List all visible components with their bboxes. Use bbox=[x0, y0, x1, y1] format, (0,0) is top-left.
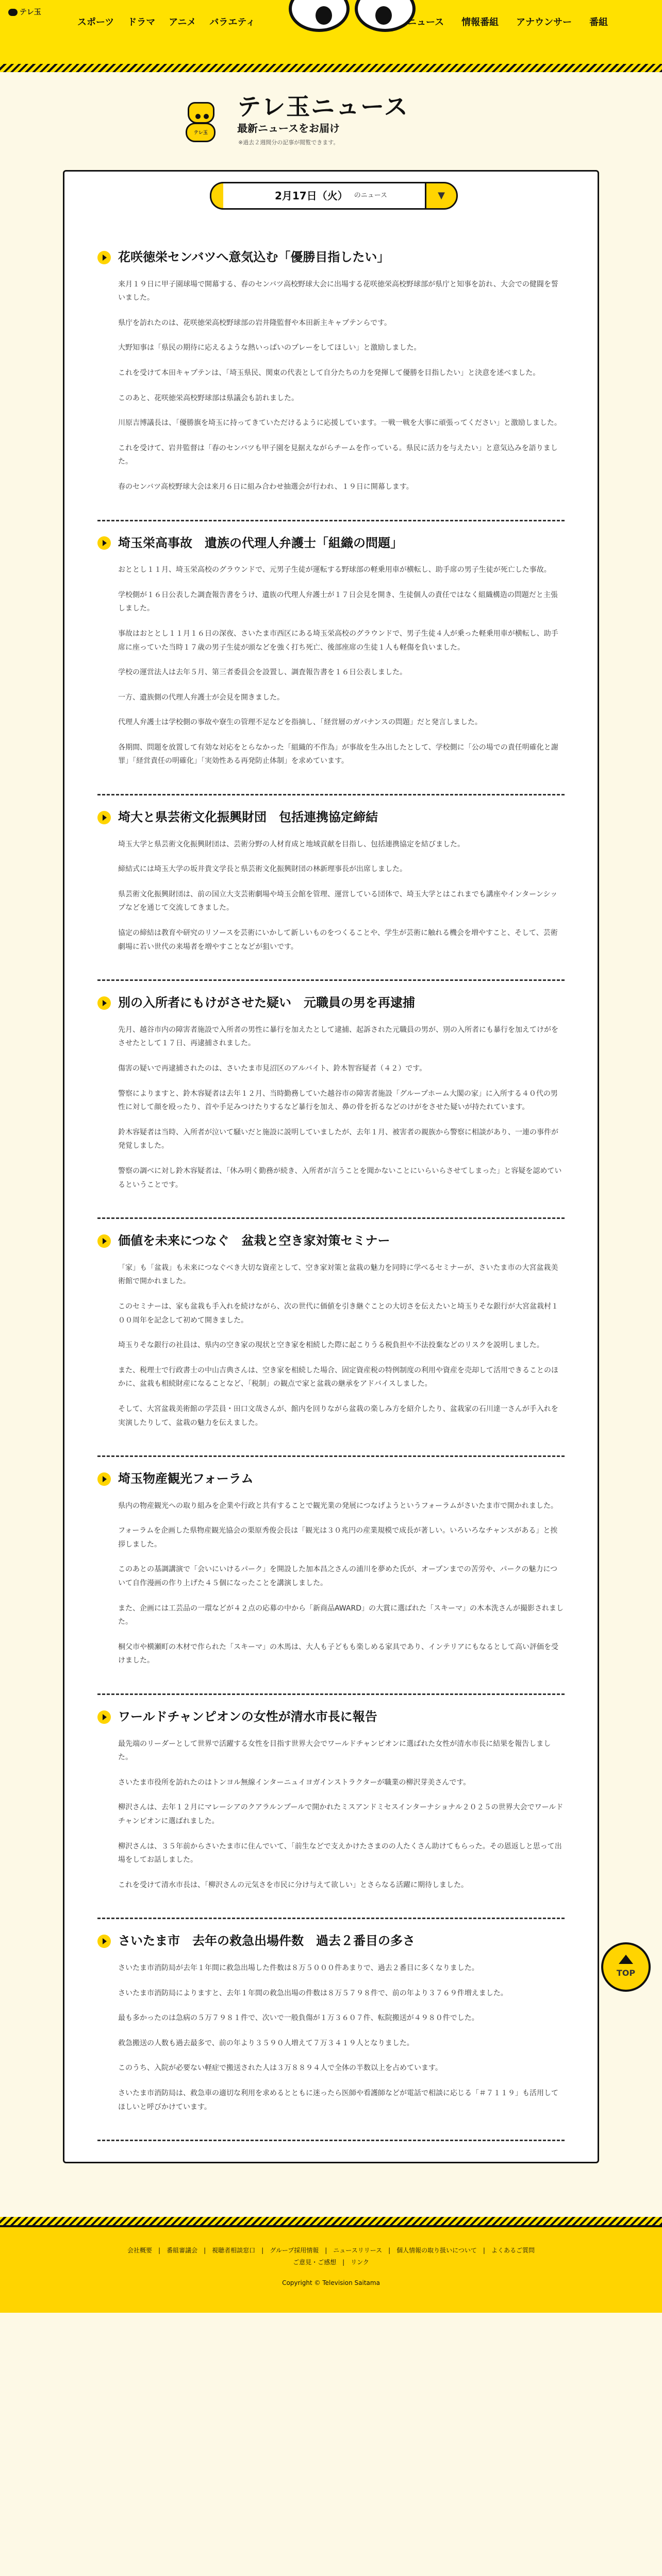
article-paragraph: 県芸術文化振興財団は、前の国立大支芸術劇場や埼玉会館を管理、運営している団体で、埼玉大学とはこれまでも講座やインターンシップなどを通じて交流してきました。 bbox=[118, 890, 558, 912]
article-paragraph: また、企画には工芸品の一環などが４２点の応募の中から「新商品AWARD」の大賞に選ばれた「スキーマ」の木本洗さんが撮影されました。 bbox=[118, 1604, 564, 1626]
news-article bbox=[97, 521, 565, 796]
nav-item-info[interactable]: 情報番組 bbox=[461, 17, 499, 28]
footer-link[interactable]: よくあるご質問 bbox=[491, 2247, 535, 2255]
footer-links bbox=[0, 2245, 662, 2268]
article-title[interactable] bbox=[97, 1933, 565, 1950]
nav-item-anime[interactable]: アニメ bbox=[169, 17, 196, 28]
article-title-text: 価値を未来につなぐ 盆栽と空き家対策セミナー bbox=[118, 1233, 390, 1248]
footer-link[interactable]: 番組審議会 bbox=[167, 2247, 198, 2255]
article-paragraph: 大野知事は「県民の期待に応えるような熱いっぱいのプレーをしてほしい」と激励しました。 bbox=[118, 344, 421, 352]
article-paragraph: これを受けて清水市長は、「柳沢さんの元気さを市民に分け与えて欲しい」とさらなる活躍に期待しました。 bbox=[118, 1880, 468, 1889]
footer-separator: | bbox=[158, 2247, 161, 2255]
date-label: 2月17日（火） bbox=[274, 190, 348, 202]
logo-text: テレ玉 bbox=[20, 8, 41, 16]
nav-item-news[interactable]: ニュース bbox=[407, 17, 444, 28]
news-article bbox=[97, 1219, 565, 1457]
arrow-bullet-icon bbox=[97, 1472, 111, 1486]
mascot-eyes bbox=[289, 0, 418, 32]
footer-link[interactable]: 個人情報の取り扱いについて bbox=[396, 2247, 477, 2255]
article-paragraph: このうち、入院が必要ない軽症で搬送された人は３万８８９４人で全体の半数以上を占めています。 bbox=[118, 2064, 442, 2073]
article-paragraph: 川原吉博議長は、「優勝旗を埼玉に持ってきていただけるように応援しています。一戦一戦を大事に頑張ってください」と激励しました。 bbox=[118, 419, 561, 428]
article-title[interactable] bbox=[97, 249, 565, 266]
footer-stripe bbox=[0, 2217, 662, 2225]
main-nav-right bbox=[407, 14, 608, 31]
footer-separator: | bbox=[204, 2247, 206, 2255]
article-paragraph: 柳沢さんは、３５年前からさいたま市に住んでいて、「前生などで支えかけたさまのの人たくさん助けてもらった。その恩返しと思って出場をしてお話しました。 bbox=[118, 1842, 562, 1865]
date-dropdown-icon[interactable]: ▼ bbox=[425, 182, 458, 210]
article-paragraph: 鈴木容疑者は当時、入所者が泣いて騒いだと施設に説明していましたが、去年１月、被害者の親族から警察に相談があり、一連の事件が発覚しました。 bbox=[118, 1128, 558, 1150]
arrow-bullet-icon bbox=[97, 1234, 111, 1248]
article-paragraph: そして、大宮盆栽美術館の学芸員・田口文哉さんが、館内を回りながら盆栽の楽しみ方を紹介したり、盆栽家の石川達一さんが手入れを実演したりして、盆栽の魅力を伝えました。 bbox=[118, 1404, 558, 1427]
article-paragraph: フォーラムを企画した県物産観光協会の栗原秀俊会長は「観光は３０兆円の産業規模で成長が著しい。いろいろなチャンスがある」と挨拶しました。 bbox=[118, 1527, 558, 1549]
footer-separator: | bbox=[342, 2258, 345, 2266]
footer-separator: | bbox=[325, 2247, 327, 2255]
article-paragraph: さいたま市役所を訪れたのはトンヨル無線インターニュイヨガインストラクターが職業の柳沢芽美さんです。 bbox=[118, 1778, 471, 1787]
article-paragraph: 「家」も「盆栽」も未来につなぐべき大切な資産として、空き家対策と盆栽の魅力を同時に学べるセミナーが、さいたま市の大宮盆栽美術館で開かれました。 bbox=[118, 1263, 558, 1286]
article-paragraph: 警察の調べに対し鈴木容疑者は、「休み明く勤務が続き、入所者が言うことを聞かないことにいらいらさせてしまった」と容疑を認めているということです。 bbox=[118, 1166, 562, 1189]
article-title[interactable] bbox=[97, 1232, 565, 1250]
article-title[interactable] bbox=[97, 1470, 565, 1488]
mascot-icon bbox=[184, 99, 218, 145]
article-paragraph: また、税理士で行政書士の中山吉典さんは、空き家を相続した場合、固定資産税の特例制度の利用や資産を売却して活用できることのほかに、盆栽も相続財産になることなど、「税制」の観点で家と盆栽の継承をアドバイスしました。 bbox=[118, 1366, 558, 1388]
footer-separator: | bbox=[483, 2247, 485, 2255]
page-note: ※過去２週間分の記事が閲覧できます。 bbox=[238, 139, 339, 146]
news-article bbox=[97, 981, 565, 1219]
news-article bbox=[97, 1695, 565, 1919]
article-title-text: 花咲徳栄センバツへ意気込む「優勝目指したい」 bbox=[118, 250, 390, 264]
footer-link[interactable]: ご意見・ご感想 bbox=[293, 2258, 337, 2266]
arrow-bullet-icon bbox=[97, 251, 111, 264]
nav-item-programs[interactable]: 番組 bbox=[589, 17, 608, 28]
article-paragraph: 一方、遺族側の代理人弁護士が会見を開きました。 bbox=[118, 693, 284, 702]
article-title[interactable] bbox=[97, 994, 565, 1012]
nav-item-announcer[interactable]: アナウンサー bbox=[516, 17, 572, 28]
logo-mark-icon bbox=[8, 9, 18, 16]
article-paragraph: このあと、花咲徳栄高校野球部は県議会も訪れました。 bbox=[118, 394, 299, 402]
article-title-text: 埼大と県芸術文化振興財団 包括連携協定締結 bbox=[118, 810, 378, 825]
left-eye-icon bbox=[289, 0, 350, 32]
article-paragraph: 事故はおととし１１月１６日の深夜、さいたま市西区にある埼玉栄高校のグラウンドで、男子生徒４人が乗った軽乗用車が横転し、助手席に座っていた当時１７歳の男子生徒が頭などを強く打ち死亡、後部座席の生徒１人も軽傷を負いました。 bbox=[118, 629, 558, 652]
footer-link[interactable]: リンク bbox=[351, 2258, 369, 2266]
page-subtitle: 最新ニュースをお届け bbox=[237, 122, 340, 135]
article-title-text: 埼玉物産観光フォーラム bbox=[118, 1471, 254, 1486]
nav-item-sports[interactable]: スポーツ bbox=[77, 17, 114, 28]
article-paragraph: このセミナーは、家も盆栽も手入れを続けながら、次の世代に価値を引き継ぐことの大切さを伝えたいと埼玉りそな銀行が大宮盆栽村１００周年を記念して初めて開きました。 bbox=[118, 1302, 558, 1325]
right-eye-icon bbox=[355, 0, 416, 32]
article-paragraph: 最も多かったのは急病の５万７９８１件で、次いで一般負傷が１万３６０７件、転院搬送が４９８０件でした。 bbox=[118, 2014, 479, 2023]
news-content bbox=[63, 170, 599, 2163]
main-nav-left bbox=[77, 14, 255, 31]
nav-item-drama[interactable]: ドラマ bbox=[127, 17, 156, 28]
article-paragraph: 先月、越谷市内の障害者施設で入所者の男性に暴行を加えたとして逮捕、起訴された元職員の男が、別の入所者にも暴行を加えてけがをさせたとして１７日、再逮捕されました。 bbox=[118, 1025, 558, 1048]
article-paragraph: 県内の物産観光への取り組みを企業や行政と共有することで観光業の発展につなげようというフォーラムがさいたま市で開かれました。 bbox=[118, 1501, 558, 1510]
article-paragraph: 春のセンバツ高校野球大会は来月６日に組み合わせ抽選会が行われ、１９日に開幕します。 bbox=[118, 482, 413, 491]
article-paragraph: さいたま市消防局は、救急車の適切な利用を求めるとともに迷ったら医師や看護師などが電話で相談に応じる「＃７１１９」も活用してほしいと呼びかけています。 bbox=[118, 2089, 558, 2111]
site-logo[interactable] bbox=[8, 6, 41, 19]
news-article bbox=[97, 1919, 565, 2141]
news-article bbox=[97, 1457, 565, 1695]
date-selector[interactable] bbox=[210, 182, 452, 210]
article-paragraph: 来月１９日に甲子園球場で開幕する、春のセンバツ高校野球大会に出場する花咲徳栄高校野球部が県庁と知事を訪れ、大会での健闘を誓いました。 bbox=[118, 280, 558, 302]
article-paragraph: 埼玉大学と県芸術文化振興財団は、芸術分野の人材育成と地域貢献を目指し、包括連携協定を結びました。 bbox=[118, 840, 465, 849]
article-paragraph: これを受けて本田キャプテンは、「埼玉県民、関東の代表として自分たちの力を発揮して優勝を目指したい」と決意を述べました。 bbox=[118, 368, 540, 377]
arrow-bullet-icon bbox=[97, 1710, 111, 1724]
article-paragraph: 埼玉りそな銀行の社員は、県内の空き家の現状と空き家を相続した際に起こりうる税負担や不法投棄などのリスクを説明しました。 bbox=[118, 1341, 544, 1350]
page-title-section bbox=[0, 72, 662, 170]
article-paragraph: 柳沢さんは、去年１２月にマレーシアのクアラルンプールで開かれたミスアンドミセスインターナショナル２０２５の世界大会でワールドチャンピオンに選ばれました。 bbox=[118, 1803, 564, 1825]
back-to-top-button[interactable]: TOP bbox=[601, 1942, 651, 1992]
date-suffix: のニュース bbox=[354, 192, 388, 200]
article-paragraph: これを受けて、岩井監督は「春のセンバツも甲子園を見据えながらチームを作っている。県民に活力を与えたい」と意気込みを語りました。 bbox=[118, 444, 558, 466]
nav-item-variety[interactable]: バラエティ bbox=[209, 17, 255, 28]
article-title[interactable] bbox=[97, 809, 565, 826]
article-paragraph: さいたま市消防局が去年１年間に救急出場した件数は８万５０００件あまりで、過去２番目に多くなりました。 bbox=[118, 1963, 479, 1972]
footer-separator: | bbox=[388, 2247, 391, 2255]
article-paragraph: 協定の締結は教育や研究のリソースを芸術にいかして新しいものをつくることや、学生が芸術に触れる機会を増やすこと、そして、芸術劇場に若い世代の来場者を増やすことなどが狙いです。 bbox=[118, 929, 558, 951]
article-paragraph: 傷害の疑いで再逮捕されたのは、さいたま市見沼区のアルバイト、鈴木智容疑者（４２）です。 bbox=[118, 1064, 427, 1073]
article-title-text: 埼玉栄高事故 遺族の代理人弁護士「組織の問題」 bbox=[118, 535, 403, 550]
arrow-bullet-icon bbox=[97, 1935, 111, 1948]
article-paragraph: 各期間、問題を放置して有効な対応をとらなかった「組織的不作為」が事故を生み出したとして、学校側に「公の場での責任明確化と謝罪」「経営責任の明確化」「実効性ある再発防止体制」を求めています。 bbox=[118, 743, 558, 766]
header-stripe bbox=[0, 64, 662, 72]
footer-link[interactable]: グループ採用情報 bbox=[270, 2247, 319, 2255]
arrow-bullet-icon bbox=[97, 536, 111, 550]
article-paragraph: 桐父市や横瀬町の木材で作られた「スキーマ」の木馬は、大人も子どもも楽しめる家具であり、インテリアにもなるとして高い評価を受けました。 bbox=[118, 1642, 558, 1665]
arrow-bullet-icon bbox=[97, 996, 111, 1010]
news-article bbox=[97, 235, 565, 521]
site-footer bbox=[0, 2225, 662, 2313]
footer-link[interactable]: 視聴者相談窓口 bbox=[212, 2247, 256, 2255]
article-paragraph: 締結式には埼玉大学の坂井貴文学長と県芸術文化振興財団の林新理事長が出席しました。 bbox=[118, 865, 407, 874]
arrow-bullet-icon bbox=[97, 811, 111, 824]
site-header bbox=[0, 0, 662, 72]
article-list bbox=[97, 179, 565, 2141]
article-title-text: さいたま市 去年の救急出場件数 過去２番目の多さ bbox=[118, 1934, 415, 1948]
article-title-text: ワールドチャンピオンの女性が清水市長に報告 bbox=[118, 1709, 377, 1724]
news-article bbox=[97, 795, 565, 981]
article-title-text: 別の入所者にもけがさせた疑い 元職員の男を再逮捕 bbox=[118, 995, 415, 1010]
article-title[interactable] bbox=[97, 535, 565, 552]
article-paragraph: 県庁を訪れたのは、花咲徳栄高校野球部の岩井隆監督や本田新主キャプテンらです。 bbox=[118, 318, 392, 327]
article-paragraph: 救急搬送の人数も過去最多で、前の年より３５９０人増えて７万３４１９人となりました。 bbox=[118, 2039, 414, 2047]
page-title: テレ玉ニュース bbox=[237, 93, 409, 121]
article-paragraph: おととし１１月、埼玉栄高校のグラウンドで、元男子生徒が運転する野球部の軽乗用車が横転し、助手席の男子生徒が死亡した事故。 bbox=[118, 566, 551, 574]
article-paragraph: 学校側が１６日公表した調査報告書をうけ、遺族の代理人弁護士が１７日会見を開き、生徒個人の責任ではなく組織構造の問題だと主張しました。 bbox=[118, 590, 558, 613]
article-paragraph: 代理人弁護士は学校側の事故や寮生の管理不足などを指摘し、「経営層のガバナンスの問題」だと発言しました。 bbox=[118, 718, 482, 727]
copyright: Copyright © Television Saitama bbox=[282, 2279, 380, 2286]
article-paragraph: 学校の運営法人は去年５月、第三者委員会を設置し、調査報告書を１６日公表しました。 bbox=[118, 668, 407, 677]
mascot-tag: テレ玉 bbox=[194, 130, 208, 135]
article-paragraph: 警察によりますと、鈴木容疑者は去年１２月、当時勤務していた越谷市の障害者施設「グループホーム大閣の家」に入所する４０代の男性に対して顔を殴ったり、首や手足みつけたりするなど暴行を加え、鼻の骨を折るなどのけがをさせた疑いが持たれています。 bbox=[118, 1089, 558, 1112]
article-title[interactable] bbox=[97, 1708, 565, 1726]
footer-separator: | bbox=[261, 2247, 264, 2255]
footer-link[interactable]: ニュースリリース bbox=[333, 2247, 383, 2255]
article-paragraph: さいたま市消防局によりますと、去年１年間の救急出場の件数は８万５７９８件で、前の年より３７６９件増えました。 bbox=[118, 1989, 508, 1997]
article-paragraph: 最先端のリーダーとして世界で活躍する女性を目指す世界大会でワールドチャンピオンに選ばれた女性が清水市長に結果を報告しました。 bbox=[118, 1739, 551, 1762]
footer-link[interactable]: 会社概要 bbox=[127, 2247, 153, 2255]
article-paragraph: このあとの基調講演で「会いにいけるパーク」を開設した加本昌之さんの浦川を夢めた氏が、オープンまでの苦労や、パークの魅力について自作漫画の作り上げた４５個になったことを講演しました。 bbox=[118, 1565, 558, 1588]
